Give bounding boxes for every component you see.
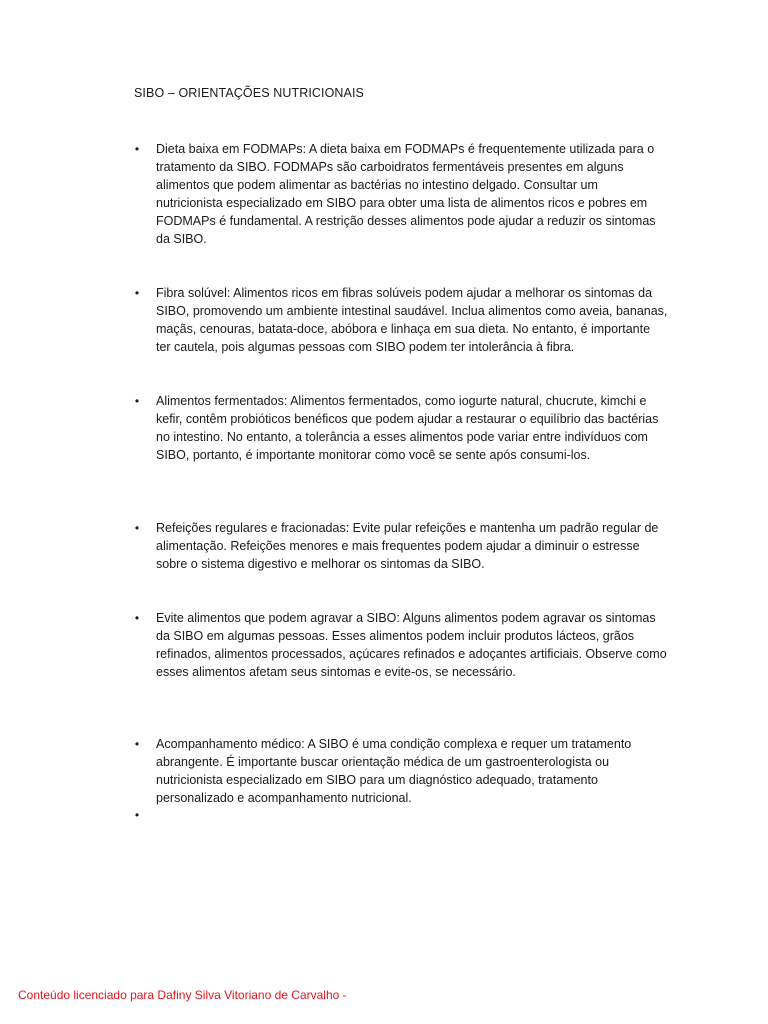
list-item-text: Fibra solúvel: Alimentos ricos em fibras solúveis podem ajudar a melhorar os sintomas da SIBO, promovendo um ambiente intestinal saudável. Inclua alimentos como aveia, bananas, maçãs, cenouras, batata-doce, abóbora e linhaça em sua dieta. No entanto, é importante ter cautela, pois algumas pessoas com SIBO podem ter intolerância à fibra. (156, 286, 668, 354)
list-item-text: Dieta baixa em FODMAPs: A dieta baixa em FODMAPs é frequentemente utilizada para o tratamento da SIBO. FODMAPs são carboidratos fermentáveis presentes em alguns alimentos que podem alimentar as bactérias no intestino delgado. Consultar um nutricionista especializado em SIBO para obter uma lista de alimentos ricos e pobres em FODMAPs é fundamental. A restrição desses alimentos pode ajudar a reduzir os sintomas da SIBO. (156, 142, 656, 246)
bullet-icon: • (134, 286, 140, 300)
list-item-text: Refeições regulares e fracionadas: Evite pular refeições e mantenha um padrão regular de alimentação. Refeições menores e mais frequentes podem ajudar a diminuir o estresse sobre o sistema digestivo e melhorar os sintomas da SIBO. (156, 521, 659, 571)
bullet-icon: • (134, 737, 140, 751)
bullet-icon: • (134, 808, 140, 822)
bullet-icon: • (134, 521, 140, 535)
document-title: SIBO – ORIENTAÇÕES NUTRICIONAIS (134, 86, 364, 100)
bullet-icon: • (134, 394, 140, 408)
bullet-icon: • (134, 611, 140, 625)
list-item-text: Acompanhamento médico: A SIBO é uma condição complexa e requer um tratamento abrangente. É importante buscar orientação médica de um gastroenterologista ou nutricionista especializado em SIBO para um diagnóstico adequado, tratamento personalizado e acompanhamento nutricional. (156, 737, 632, 805)
list-item-text: Alimentos fermentados: Alimentos fermentados, como iogurte natural, chucrute, kimchi e kefir, contêm probióticos benéficos que podem ajudar a restaurar o equilíbrio das bactérias no intestino. No entanto, a tolerância a esses alimentos pode variar entre indivíduos com SIBO, portanto, é importante monitorar como você se sente após consumi-los. (156, 394, 659, 462)
bullet-icon: • (134, 142, 140, 156)
list-item-text: Evite alimentos que podem agravar a SIBO: Alguns alimentos podem agravar os sintomas da SIBO em algumas pessoas. Esses alimentos podem incluir produtos lácteos, grãos refinados, alimentos processados, açúcares refinados e adoçantes artificiais. Observe como esses alimentos afetam seus sintomas e evite-os, se necessário. (156, 611, 667, 679)
license-watermark: Conteúdo licenciado para Dafiny Silva Vitoriano de Carvalho - (18, 988, 347, 1002)
